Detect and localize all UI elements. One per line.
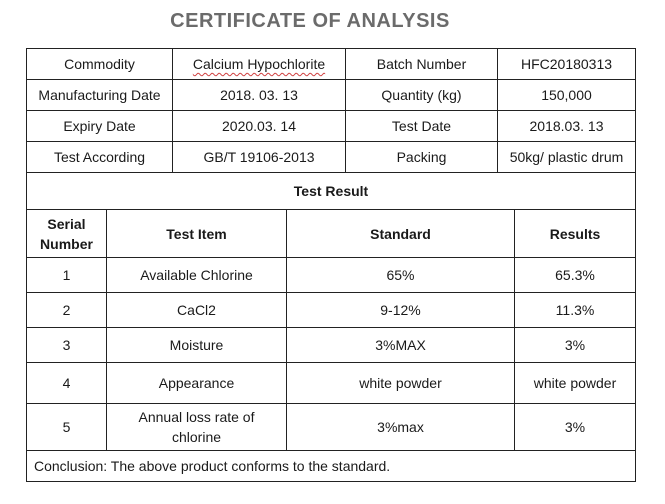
label-test-according: Test According <box>27 142 173 173</box>
header-test-item: Test Item <box>107 210 287 258</box>
label-test-date: Test Date <box>346 111 498 142</box>
cell-result: 11.3% <box>515 293 636 328</box>
cell-serial: 5 <box>27 404 107 451</box>
header-standard: Standard <box>287 210 515 258</box>
label-batch-number: Batch Number <box>346 49 498 80</box>
value-commodity-text: Calcium Hypochlorite <box>192 56 326 72</box>
cell-test-item: CaCl2 <box>107 293 287 328</box>
value-manufacturing-date: 2018. 03. 13 <box>173 80 346 111</box>
conclusion-row <box>27 451 636 482</box>
cell-serial: 4 <box>27 363 107 404</box>
info-row <box>27 49 636 80</box>
value-quantity: 150,000 <box>498 80 636 111</box>
table-row <box>27 363 636 404</box>
cell-serial: 2 <box>27 293 107 328</box>
value-test-according: GB/T 19106-2013 <box>173 142 346 173</box>
cell-standard: white powder <box>287 363 515 404</box>
cell-test-item: Annual loss rate of chlorine <box>107 404 287 451</box>
info-row <box>27 80 636 111</box>
cell-result: 65.3% <box>515 258 636 293</box>
cell-serial: 3 <box>27 328 107 363</box>
value-expiry-date: 2020.03. 14 <box>173 111 346 142</box>
cell-standard: 9-12% <box>287 293 515 328</box>
info-table <box>26 48 636 173</box>
label-quantity: Quantity (kg) <box>346 80 498 111</box>
section-title: Test Result <box>27 173 636 210</box>
table-row <box>27 258 636 293</box>
section-title-row <box>27 173 636 210</box>
results-header-row <box>27 210 636 258</box>
info-row <box>27 111 636 142</box>
header-serial-number: Serial Number <box>27 210 107 258</box>
info-row <box>27 142 636 173</box>
label-manufacturing-date: Manufacturing Date <box>27 80 173 111</box>
cell-result: 3% <box>515 328 636 363</box>
cell-standard: 65% <box>287 258 515 293</box>
cell-serial: 1 <box>27 258 107 293</box>
table-row <box>27 328 636 363</box>
results-table <box>26 172 636 482</box>
cell-standard: 3%max <box>287 404 515 451</box>
cell-test-item: Available Chlorine <box>107 258 287 293</box>
cell-test-item: Moisture <box>107 328 287 363</box>
conclusion-text: Conclusion: The above product conforms to the standard. <box>27 451 636 482</box>
cell-result: white powder <box>515 363 636 404</box>
document-title: CERTIFICATE OF ANALYSIS <box>170 10 450 32</box>
cell-test-item: Appearance <box>107 363 287 404</box>
value-commodity <box>173 49 346 80</box>
table-row <box>27 404 636 451</box>
label-packing: Packing <box>346 142 498 173</box>
label-commodity: Commodity <box>27 49 173 80</box>
value-test-date: 2018.03. 13 <box>498 111 636 142</box>
header-results: Results <box>515 210 636 258</box>
table-row <box>27 293 636 328</box>
certificate-table <box>26 48 635 482</box>
value-batch-number: HFC20180313 <box>498 49 636 80</box>
value-packing: 50kg/ plastic drum <box>498 142 636 173</box>
cell-result: 3% <box>515 404 636 451</box>
cell-standard: 3%MAX <box>287 328 515 363</box>
label-expiry-date: Expiry Date <box>27 111 173 142</box>
